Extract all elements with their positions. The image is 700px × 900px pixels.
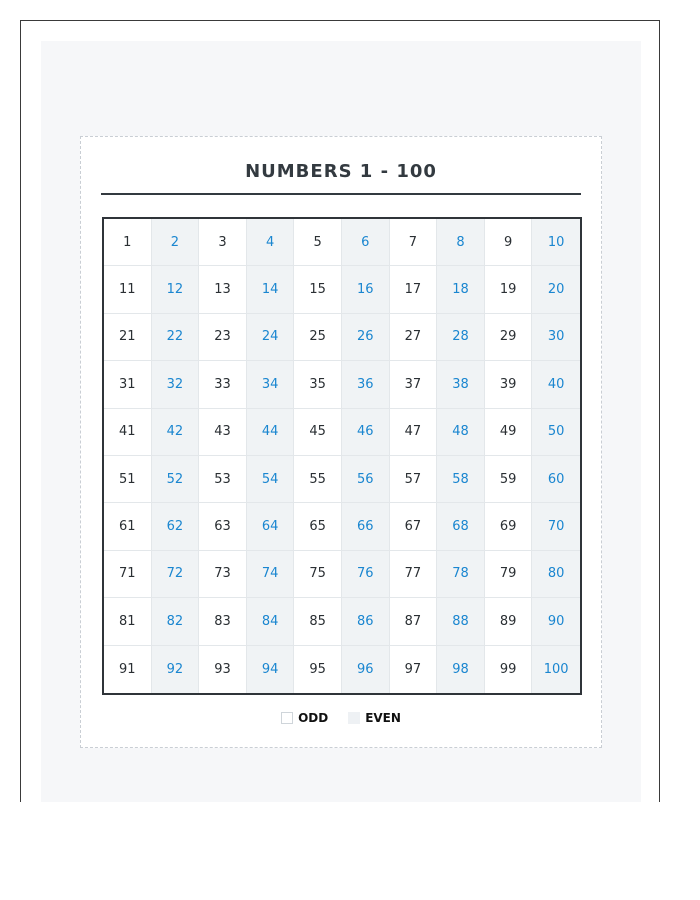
number-cell-47: 47 [390,409,438,456]
number-cell-28: 28 [437,314,485,361]
number-cell-79: 79 [485,551,533,598]
number-cell-6: 6 [342,219,390,266]
number-cell-67: 67 [390,503,438,550]
number-cell-72: 72 [152,551,200,598]
number-cell-36: 36 [342,361,390,408]
number-cell-87: 87 [390,598,438,645]
number-cell-59: 59 [485,456,533,503]
number-cell-99: 99 [485,646,533,693]
number-cell-17: 17 [390,266,438,313]
number-cell-29: 29 [485,314,533,361]
number-cell-71: 71 [104,551,152,598]
number-cell-52: 52 [152,456,200,503]
number-cell-90: 90 [532,598,580,645]
number-cell-86: 86 [342,598,390,645]
number-cell-55: 55 [294,456,342,503]
number-cell-39: 39 [485,361,533,408]
number-cell-57: 57 [390,456,438,503]
number-cell-18: 18 [437,266,485,313]
number-cell-24: 24 [247,314,295,361]
number-cell-77: 77 [390,551,438,598]
number-cell-35: 35 [294,361,342,408]
number-cell-70: 70 [532,503,580,550]
even-swatch [348,712,360,724]
number-cell-48: 48 [437,409,485,456]
number-cell-5: 5 [294,219,342,266]
page-title: NUMBERS 1 - 100 [245,161,437,182]
legend-even-label: EVEN [365,711,401,725]
number-cell-58: 58 [437,456,485,503]
number-cell-74: 74 [247,551,295,598]
number-cell-50: 50 [532,409,580,456]
number-cell-37: 37 [390,361,438,408]
number-cell-94: 94 [247,646,295,693]
number-cell-27: 27 [390,314,438,361]
number-cell-3: 3 [199,219,247,266]
number-cell-51: 51 [104,456,152,503]
number-cell-83: 83 [199,598,247,645]
legend-item-odd [281,711,328,725]
number-cell-62: 62 [152,503,200,550]
number-cell-8: 8 [437,219,485,266]
number-cell-64: 64 [247,503,295,550]
number-cell-91: 91 [104,646,152,693]
number-cell-40: 40 [532,361,580,408]
legend-item-even [348,711,401,725]
number-cell-2: 2 [152,219,200,266]
number-cell-30: 30 [532,314,580,361]
number-cell-41: 41 [104,409,152,456]
number-cell-42: 42 [152,409,200,456]
number-cell-10: 10 [532,219,580,266]
number-cell-93: 93 [199,646,247,693]
legend [81,711,601,725]
number-cell-66: 66 [342,503,390,550]
number-cell-54: 54 [247,456,295,503]
number-cell-97: 97 [390,646,438,693]
number-cell-46: 46 [342,409,390,456]
number-cell-22: 22 [152,314,200,361]
number-cell-75: 75 [294,551,342,598]
number-cell-100: 100 [532,646,580,693]
number-cell-32: 32 [152,361,200,408]
number-cell-43: 43 [199,409,247,456]
number-cell-14: 14 [247,266,295,313]
number-cell-7: 7 [390,219,438,266]
number-cell-12: 12 [152,266,200,313]
number-cell-68: 68 [437,503,485,550]
number-cell-13: 13 [199,266,247,313]
number-cell-92: 92 [152,646,200,693]
number-cell-78: 78 [437,551,485,598]
number-cell-26: 26 [342,314,390,361]
number-cell-63: 63 [199,503,247,550]
title-divider [101,193,581,195]
number-cell-85: 85 [294,598,342,645]
number-cell-33: 33 [199,361,247,408]
number-cell-34: 34 [247,361,295,408]
number-cell-45: 45 [294,409,342,456]
number-cell-56: 56 [342,456,390,503]
number-cell-38: 38 [437,361,485,408]
number-cell-96: 96 [342,646,390,693]
number-cell-65: 65 [294,503,342,550]
number-cell-98: 98 [437,646,485,693]
number-cell-88: 88 [437,598,485,645]
number-cell-9: 9 [485,219,533,266]
number-cell-61: 61 [104,503,152,550]
number-cell-60: 60 [532,456,580,503]
number-cell-25: 25 [294,314,342,361]
number-cell-44: 44 [247,409,295,456]
number-cell-19: 19 [485,266,533,313]
number-cell-84: 84 [247,598,295,645]
number-cell-76: 76 [342,551,390,598]
number-cell-1: 1 [104,219,152,266]
number-cell-15: 15 [294,266,342,313]
number-cell-21: 21 [104,314,152,361]
number-cell-81: 81 [104,598,152,645]
number-cell-11: 11 [104,266,152,313]
number-cell-82: 82 [152,598,200,645]
number-chart-card [80,136,602,748]
number-grid [102,217,582,695]
number-cell-31: 31 [104,361,152,408]
number-cell-20: 20 [532,266,580,313]
number-cell-80: 80 [532,551,580,598]
number-cell-73: 73 [199,551,247,598]
legend-odd-label: ODD [298,711,329,725]
odd-swatch [281,712,293,724]
number-cell-4: 4 [247,219,295,266]
number-cell-95: 95 [294,646,342,693]
number-cell-53: 53 [199,456,247,503]
number-cell-16: 16 [342,266,390,313]
number-cell-69: 69 [485,503,533,550]
number-cell-49: 49 [485,409,533,456]
number-cell-23: 23 [199,314,247,361]
number-cell-89: 89 [485,598,533,645]
